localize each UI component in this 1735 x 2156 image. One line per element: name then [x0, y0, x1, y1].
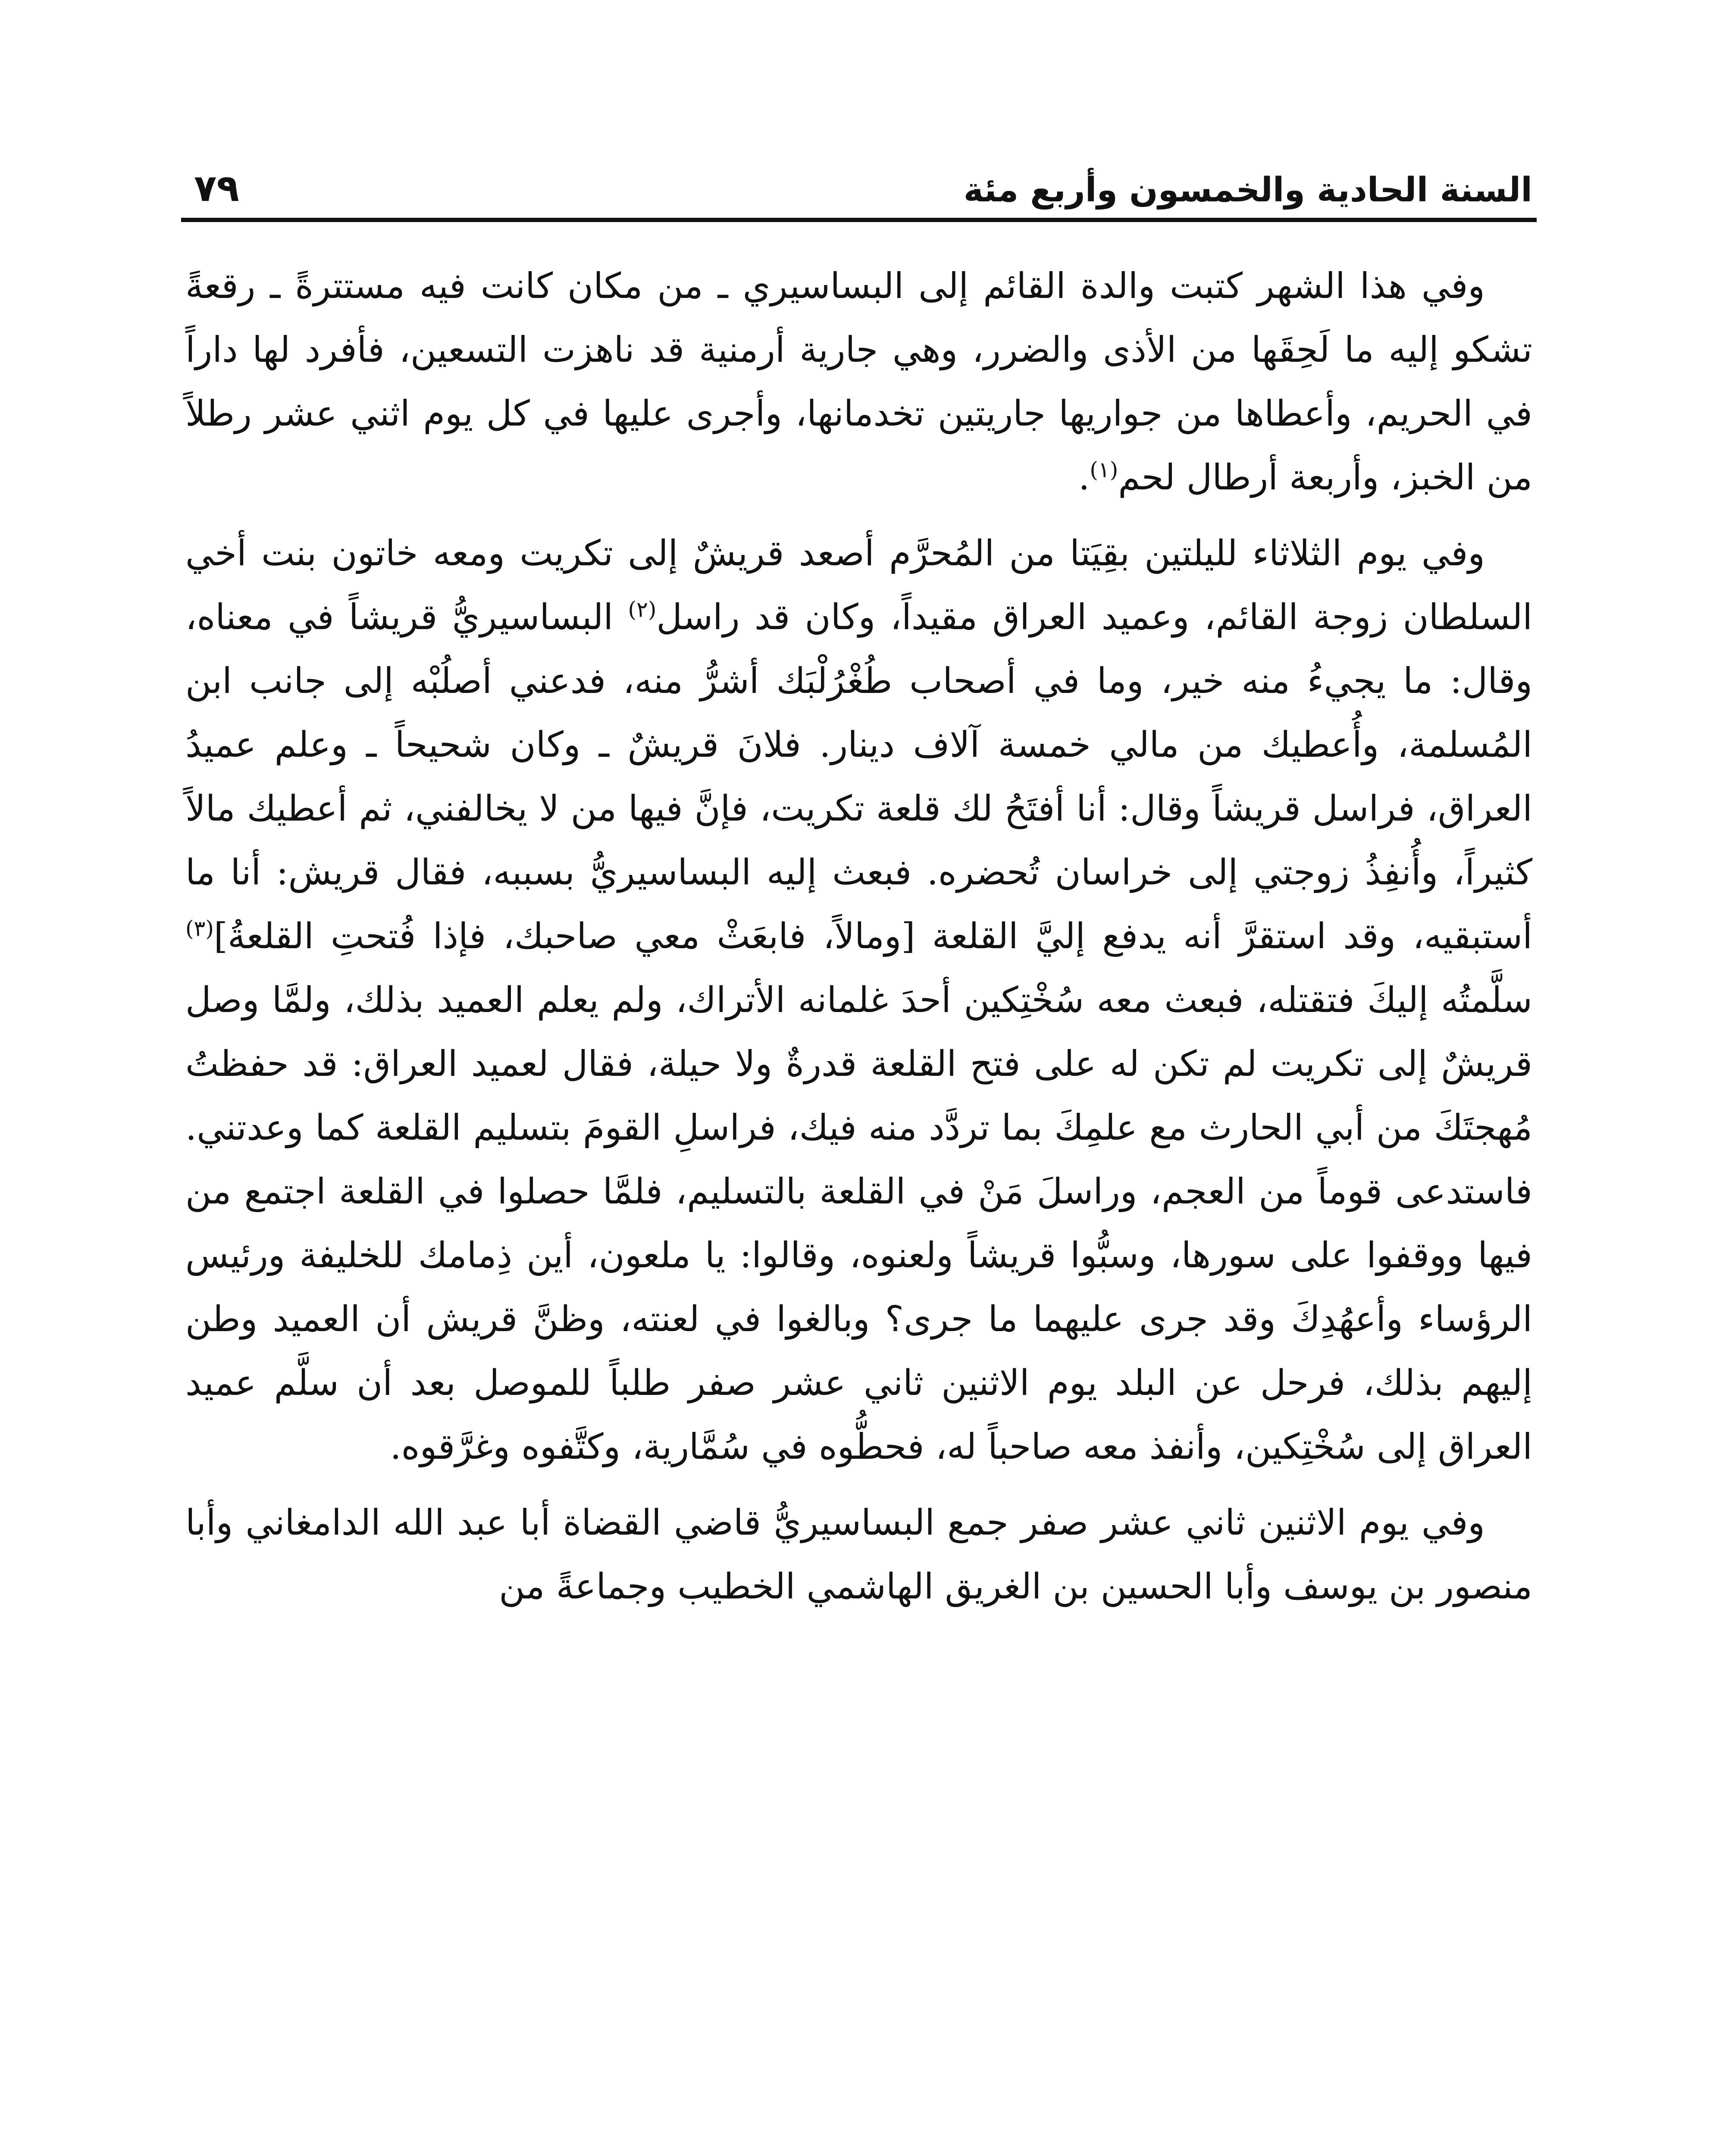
paragraph-3 [185, 1491, 1532, 1619]
header-rule [181, 218, 1537, 222]
page-header [185, 151, 1532, 210]
paragraph-2-text-b: البساسيريُّ قريشاً في معناه، وقال: ما يجيءُ منه خير، وما في أصحاب طُغْرُلْبَك أشرُّ منه، فدعني أصلُبْه إلى جانب ابن المُسلمة، وأُعطيك من مالي خمسة آلاف دينار. فلانَ قريشٌ ـ وكان شحيحاً ـ وعلم عميدُ العراق، فراسل قريشاً وقال: أنا أفتَحُ لك قلعة تكريت، فإنَّ فيها من لا يخالفني، ثم أعطيك مالاً كثيراً، وأُنفِذُ زوجتي إلى خراسان تُحضره. فبعث إليه البساسيريُّ بسببه، فقال قريش: أنا ما أستبقيه، وقد استقرَّ أنه يدفع إليَّ القلعة [ومالاً، فابعَثْ معي صاحبك، فإذا فُتحتِ القلعةُ] [185, 597, 1532, 957]
paragraph-3-text: وفي يوم الاثنين ثاني عشر صفر جمع البساسيريُّ قاضي القضاة أبا عبد الله الدامغاني وأبا منصور بن يوسف وأبا الحسين بن الغريق الهاشمي الخطيب وجماعةً من [185, 1502, 1532, 1607]
running-title: السنة الحادية والخمسون وأربع مئة [963, 171, 1532, 210]
footnote-ref-3: (٣) [185, 916, 214, 941]
paragraph-2-text-a: وفي يوم الثلاثاء لليلتين بقِيَتا من المُحرَّم أصعد قريشٌ إلى تكريت ومعه خاتون بنت أخي السلطان زوجة القائم، وعميد العراق مقيداً، وكان قد راسل [185, 533, 1532, 638]
paragraph-2-text-c: سلَّمتُه إليكَ فتقتله، فبعث معه سُخْتِكين أحدَ غلمانه الأتراك، ولم يعلم العميد بذلك، ولمَّا وصل قريشٌ إلى تكريت لم تكن له على فتح القلعة قدرةٌ ولا حيلة، فقال لعميد العراق: قد حفظتُ مُهجتَكَ من أبي الحارث مع علمِكَ بما تردَّد منه فيك، فراسلِ القومَ بتسليم القلعة كما وعدتني. فاستدعى قوماً من العجم، وراسلَ مَنْ في القلعة بالتسليم، فلمَّا حصلوا في القلعة اجتمع من فيها ووقفوا على سورها، وسبُّوا قريشاً ولعنوه، وقالوا: يا ملعون، أين ذِمامك للخليفة ورئيس الرؤساء وأعهُدِكَ وقد جرى عليهما ما جرى؟ وبالغوا في لعنته، وظنَّ قريش أن العميد وطن إليهم بذلك، فرحل عن البلد يوم الاثنين ثاني عشر صفر طلباً للموصل بعد أن سلَّم عميد العراق إلى سُخْتِكين، وأنفذ معه صاحباً له، فحطُّوه في سُمَّارية، وكتَّفوه وغرَّقوه. [185, 980, 1532, 1467]
footnote-ref-1: (١) [1090, 457, 1118, 483]
paragraph-2 [185, 522, 1532, 1479]
paragraph-1 [185, 254, 1532, 510]
footnote-ref-2: (٢) [628, 597, 657, 622]
paragraph-1-text: وفي هذا الشهر كتبت والدة القائم إلى البساسيري ـ من مكان كانت فيه مستترةً ـ رقعةً تشكو إليه ما لَحِقَها من الأذى والضرر، وهي جارية أرمنية قد ناهزت التسعين، فأفرد لها داراً في الحريم، وأعطاها من جواريها جاريتين تخدمانها، وأجرى عليها في كل يوم اثني عشر رطلاً من الخبز، وأربعة أرطال لحم [185, 266, 1532, 498]
paragraph-1-tail: . [1078, 457, 1090, 498]
body-text [185, 254, 1532, 1631]
page-number: ٧٩ [194, 167, 239, 210]
